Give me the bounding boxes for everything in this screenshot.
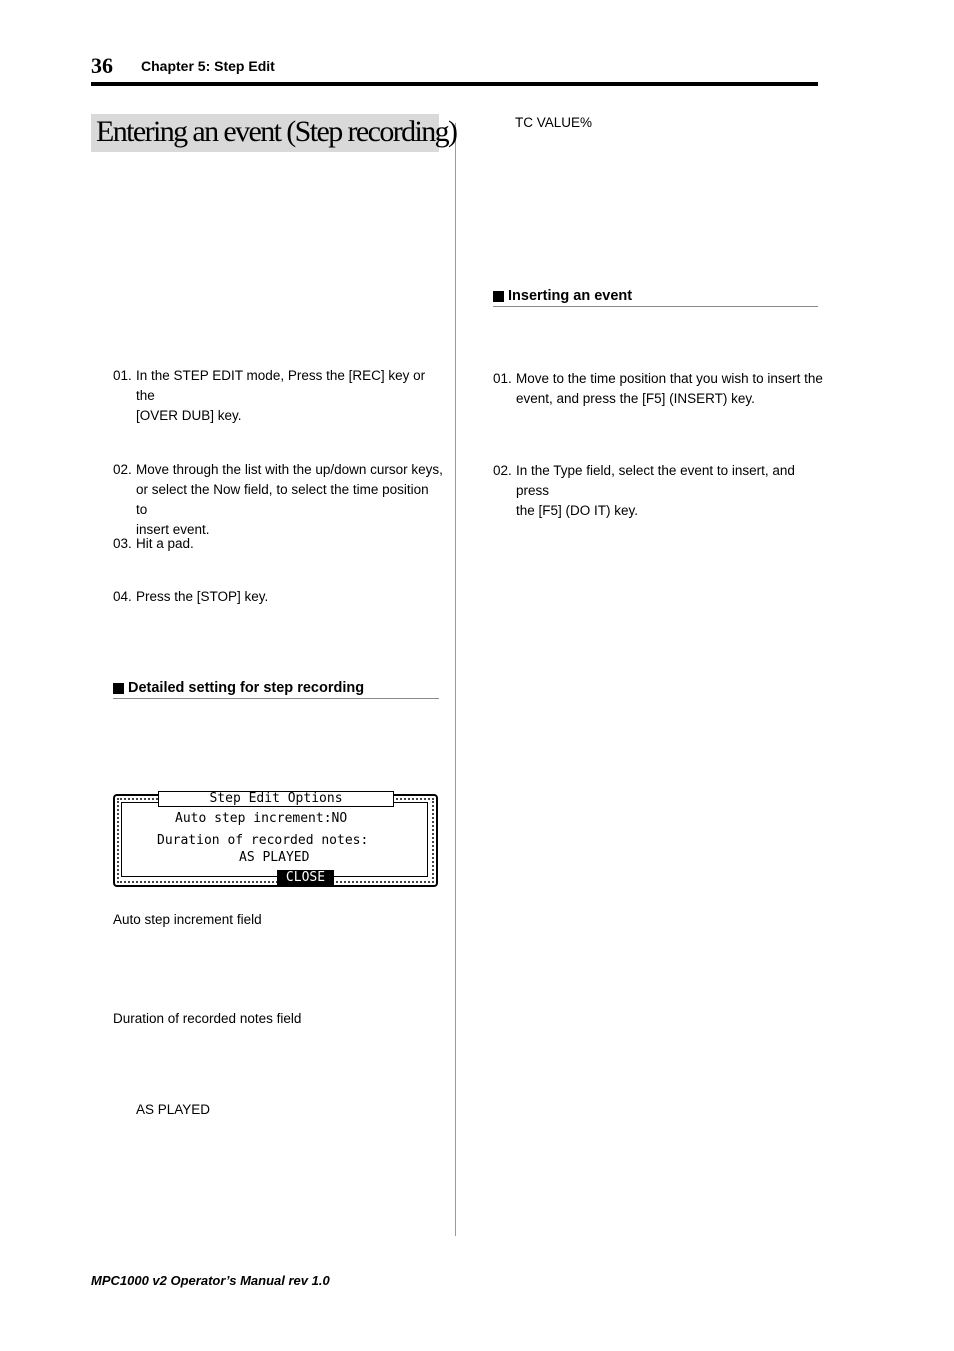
step-item <box>493 461 823 518</box>
step-number: 01. <box>493 371 512 386</box>
auto-step-field-label: Auto step increment field <box>113 912 262 927</box>
step-text-line: Move to the time position that you wish to insert the <box>516 371 823 386</box>
lcd-screen <box>113 791 438 887</box>
step-text-line: Press the [STOP] key. <box>136 589 269 604</box>
step-number: 02. <box>493 463 512 478</box>
section-heading-inserting-event <box>493 288 818 307</box>
lcd-duration-label: Duration of recorded notes: <box>157 833 369 848</box>
bullet-square-icon <box>113 683 124 694</box>
header-rule <box>91 82 818 86</box>
step-number: 03. <box>113 536 132 551</box>
step-number: 02. <box>113 462 132 477</box>
tc-value-label: TC VALUE% <box>515 115 593 130</box>
lcd-close-button[interactable]: CLOSE <box>277 870 334 885</box>
step-item <box>493 369 823 409</box>
step-number: 04. <box>113 589 132 604</box>
as-played-option-label: AS PLAYED <box>136 1102 211 1117</box>
step-item <box>113 460 443 537</box>
step-text-line: Move through the list with the up/down cursor keys, <box>136 462 443 477</box>
step-text-line: event, and press the [F5] (INSERT) key. <box>516 391 755 406</box>
step-item <box>113 366 443 423</box>
page-title: Entering an event (Step recording) <box>96 115 457 148</box>
step-number: 01. <box>113 368 132 383</box>
page-number: 36 <box>91 53 113 78</box>
chapter-title: Chapter 5: Step Edit <box>141 58 275 74</box>
section-heading-label: Detailed setting for step recording <box>128 680 365 696</box>
column-divider <box>455 123 456 1236</box>
section-heading-step-recording <box>113 680 439 699</box>
step-text-line: [OVER DUB] key. <box>136 408 242 423</box>
step-text-line: Hit a pad. <box>136 536 194 551</box>
section-heading-label: Inserting an event <box>508 288 633 304</box>
step-item <box>113 534 443 554</box>
lcd-duration-field[interactable]: AS PLAYED <box>239 850 310 865</box>
bullet-square-icon <box>493 291 504 302</box>
step-text-line: In the STEP EDIT mode, Press the [REC] key or the <box>136 368 426 403</box>
footer-manual-title: MPC1000 v2 Operator’s Manual rev 1.0 <box>91 1273 330 1288</box>
lcd-auto-step-field[interactable]: Auto step increment:NO <box>175 811 348 826</box>
duration-field-label: Duration of recorded notes field <box>113 1011 302 1026</box>
step-item <box>113 587 443 607</box>
step-text-line: insert event. <box>136 522 210 537</box>
lcd-window-title: Step Edit Options <box>158 791 394 807</box>
step-text-line: or select the Now field, to select the time position to <box>136 482 429 517</box>
step-text-line: In the Type field, select the event to insert, and press <box>516 463 795 498</box>
step-text-line: the [F5] (DO IT) key. <box>516 503 639 518</box>
